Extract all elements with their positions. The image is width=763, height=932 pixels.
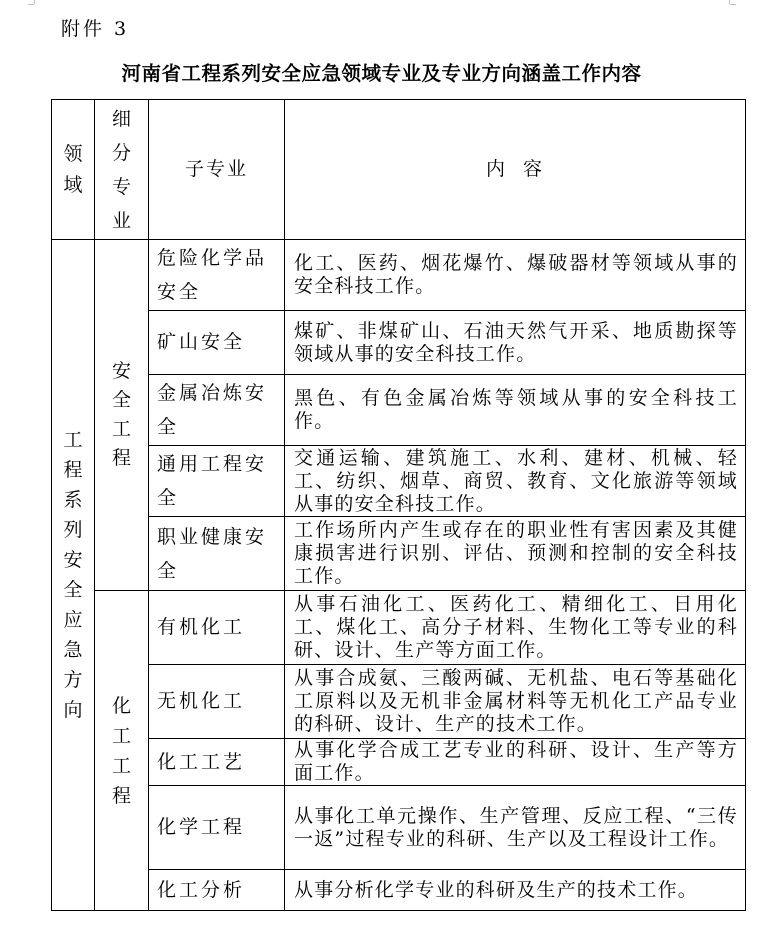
document-title: 河南省工程系列安全应急领域专业及专业方向涵盖工作内容 — [121, 62, 642, 85]
category-cell-safety — [95, 240, 149, 591]
header-content — [285, 100, 746, 240]
content-text: 从事化学合成工艺专业的科研、设计、生产等方面工作。 — [294, 739, 738, 784]
table-row — [52, 375, 746, 446]
content-text: 从事石油化工、医药化工、精细化工、日用化工、煤化工、高分子材料、生物化工等专业的科研、设计、生产等方面工作。 — [294, 593, 738, 661]
table-row — [52, 591, 746, 665]
sub-major-text: 金属冶炼安全 — [157, 382, 268, 438]
content-text: 黑色、有色金属冶炼等领域从事的安全科技工作。 — [294, 387, 738, 432]
table-row — [52, 311, 746, 375]
header-domain-text: 领域 — [63, 142, 83, 196]
content-text: 从事化工单元操作、生产管理、反应工程、“三传一返”过程专业的科研、生产以及工程设计工作。 — [294, 804, 738, 850]
sub-major-text: 职业健康安全 — [157, 525, 268, 582]
content-cell — [285, 665, 746, 739]
header-domain — [52, 100, 95, 240]
header-subcategory-text: 细分专业 — [111, 107, 131, 232]
content-cell — [285, 786, 746, 870]
sub-major-cell — [149, 786, 285, 870]
sub-major-cell — [149, 665, 285, 739]
sub-major-cell — [149, 311, 285, 375]
sub-major-text: 无机化工 — [157, 690, 246, 712]
sub-major-cell — [149, 870, 285, 911]
content-cell — [285, 739, 746, 786]
sub-major-cell — [149, 446, 285, 517]
crop-mark-right-h — [730, 4, 736, 5]
attachment-label: 附件 3 — [61, 18, 130, 40]
sub-major-text: 通用工程安全 — [157, 453, 268, 509]
table-row — [52, 446, 746, 517]
content-text: 从事分析化学专业的科研及生产的技术工作。 — [294, 878, 699, 901]
content-cell — [285, 240, 746, 311]
sub-major-text: 化工分析 — [157, 878, 246, 901]
domain-cell — [52, 240, 95, 911]
sub-major-text: 有机化工 — [157, 616, 246, 638]
sub-major-cell — [149, 240, 285, 311]
header-content-text: 内 容 — [485, 158, 545, 180]
content-cell — [285, 446, 746, 517]
crop-mark-left-h — [28, 4, 34, 5]
table-row — [52, 870, 746, 911]
crop-mark-left — [34, 0, 35, 4]
content-text: 交通运输、建筑施工、水利、建材、机械、轻工、纺织、烟草、商贸、教育、文化旅游等领域从事的安全科技工作。 — [294, 446, 738, 515]
content-text: 化工、医药、烟花爆竹、爆破器材等领域从事的安全科技工作。 — [294, 252, 738, 297]
content-cell — [285, 870, 746, 911]
content-cell — [285, 375, 746, 446]
sub-major-text: 化学工程 — [157, 816, 246, 838]
table-row — [52, 665, 746, 739]
table-row — [52, 517, 746, 591]
content-text: 从事合成氨、三酸两碱、无机盐、电石等基础化工原料以及无机非金属材料等无机化工产品专业的科研、设计、生产的技术工作。 — [294, 667, 738, 735]
content-cell — [285, 591, 746, 665]
category-text: 安全工程 — [111, 360, 131, 469]
sub-major-text: 危险化学品安全 — [157, 247, 268, 303]
content-text: 煤矿、非煤矿山、石油天然气开采、地质勘探等领域从事的安全科技工作。 — [294, 319, 738, 365]
content-cell — [285, 517, 746, 591]
category-text: 化工工程 — [111, 694, 131, 807]
sub-major-cell — [149, 591, 285, 665]
sub-major-cell — [149, 375, 285, 446]
table-row — [52, 739, 746, 786]
header-sub-major-text: 子专业 — [184, 158, 248, 180]
header-subcategory — [95, 100, 149, 240]
header-row — [52, 100, 746, 240]
sub-major-text: 化工工艺 — [157, 750, 246, 773]
table-row — [52, 240, 746, 311]
domain-text: 工程系列安全应急方向 — [63, 429, 83, 721]
sub-major-cell — [149, 517, 285, 591]
sub-major-cell — [149, 739, 285, 786]
content-cell — [285, 311, 746, 375]
sub-major-text: 矿山安全 — [157, 331, 246, 353]
header-sub-major — [149, 100, 285, 240]
content-table — [51, 99, 746, 911]
table-row — [52, 786, 746, 870]
category-cell-chemical — [95, 591, 149, 911]
content-text: 工作场所内产生或存在的职业性有害因素及其健康损害进行识别、评估、预测和控制的安全科技工作。 — [294, 519, 738, 587]
